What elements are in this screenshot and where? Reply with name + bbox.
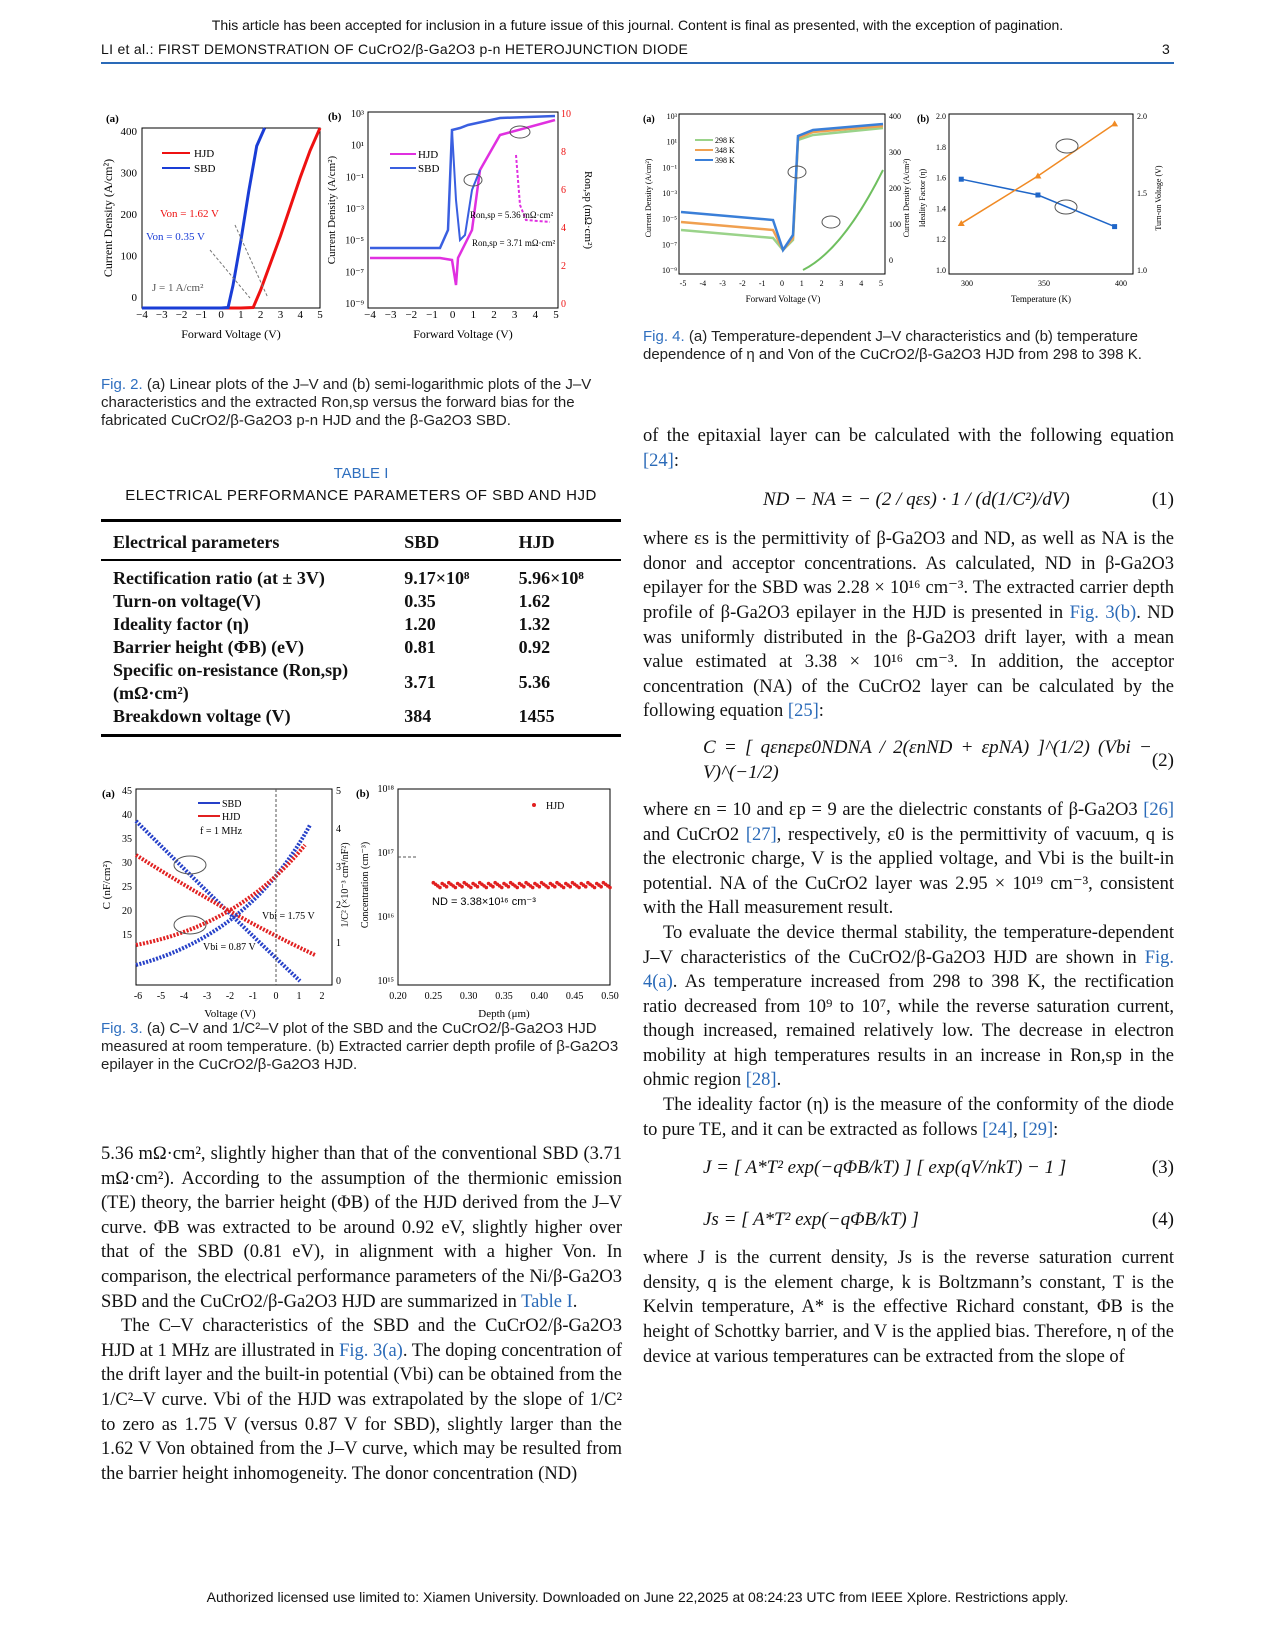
fig2b-y2tick: 8	[561, 147, 566, 158]
fig3b-data-point	[515, 886, 519, 890]
fig3b-ylabel: Concentration (cm⁻³)	[360, 841, 371, 929]
fig3a-ytick: 30	[122, 858, 132, 869]
header-rule	[101, 62, 1174, 64]
fig3b-ytick: 10¹⁶	[377, 912, 394, 923]
fig3b-data-point	[584, 885, 588, 889]
fig3a-y2tick: 4	[336, 824, 341, 835]
fig2a-annot-line-2	[210, 250, 250, 298]
fig4b-y2tick: 2.0	[1137, 112, 1147, 121]
fig2b-y2tick: 4	[561, 223, 566, 234]
equation-3-body: J = [ A*T² exp(−qΦB/kT) ] [ exp(qV/nkT) − 1 ]	[703, 1156, 1067, 1178]
ref-link[interactable]: [27]	[745, 824, 777, 845]
equation-1	[643, 473, 1174, 527]
fig4b-data-point	[959, 177, 964, 182]
fig3b-xtick: 0.25	[424, 991, 443, 1002]
fig3b-xtick: 0.40	[530, 991, 549, 1002]
fig3b-data-point	[568, 885, 572, 889]
fig2b-y2tick: 6	[561, 185, 566, 196]
table-header-cell: Electrical parameters	[101, 522, 392, 560]
fig3b-data-point	[469, 886, 473, 890]
paragraph-text: The C–V characteristics of the SBD and the CuCrO2/β-Ga2O3 HJD at 1 MHz are illustrated in	[101, 1316, 622, 1361]
fig2b-xtick: 1	[470, 309, 477, 321]
fig3b-data-point	[438, 886, 442, 890]
fig3b-ytick: 10¹⁵	[377, 976, 394, 987]
table-cell: Breakdown voltage (V)	[113, 706, 291, 726]
fig3b-data-point	[507, 885, 511, 889]
fig2b-xtick: −1	[426, 309, 438, 321]
equation-3	[643, 1142, 1174, 1194]
fig3b-data-point	[454, 886, 458, 890]
fig4b-y2tick: 1.5	[1137, 189, 1147, 198]
table-cell: 9.17×10⁸	[404, 568, 470, 588]
fig4b-y2tick: 1.0	[1137, 266, 1147, 275]
paragraph-text: , respectively, ε0 is the permittivity of vacuum, q is the electronic charge, V is the applied voltage, and Vbi is the built-in potential. NA of the CuCrO2 layer was 2.95 × 10¹⁹ cm⁻³, consistent with the Hall measurement result.	[643, 824, 1174, 919]
fig3b-data-point	[577, 886, 581, 890]
fig3a-xtick: -5	[156, 991, 166, 1002]
fig2a-xtick: 5	[317, 309, 323, 321]
fig3a-ytick: 45	[122, 786, 132, 797]
fig4-caption-label: Fig. 4.	[643, 328, 685, 345]
fig4a-ytick: 10⁻⁹	[661, 266, 677, 275]
fig2b-hjd-curve	[370, 120, 555, 285]
equation-number: (4)	[1151, 1208, 1174, 1230]
equation-2	[643, 724, 1174, 798]
table-row	[101, 636, 621, 659]
fig2b-ytick: 10⁻⁷	[345, 267, 364, 279]
fig2a-ytick: 100	[120, 250, 137, 263]
fig4a-xtick: -5	[679, 279, 687, 288]
figure-2	[100, 110, 620, 350]
table-cell: 1.62	[518, 591, 551, 611]
paragraph-text: . As temperature increased from 298 to 398 K, the rectification ratio decreased from 10⁹ to 10⁷, while the reverse saturation current, though increased, remained relatively low. The decrease in electron mobility at high temperatures results in an increase in Ron,sp in the ohmic region	[643, 972, 1174, 1091]
fig2b-xtick: 3	[511, 309, 518, 321]
fig3b-data-point	[460, 885, 464, 889]
table-cell: 0.81	[404, 637, 436, 657]
table-cell: Rectification ratio (at ± 3V)	[113, 568, 325, 588]
fig2a-xtick: −1	[195, 309, 208, 321]
fig4a-xtick: -4	[699, 279, 707, 288]
fig4b-xlabel: Temperature (K)	[1010, 294, 1072, 304]
fig3b-data-point	[593, 886, 597, 890]
paragraph-text: To evaluate the device thermal stability, the temperature-dependent J–V characteristics of the CuCrO2/β-Ga2O3 HJD are shown in	[643, 922, 1174, 968]
fig3b-data-point	[538, 885, 542, 889]
ref-link[interactable]: Fig. 3(a)	[339, 1340, 403, 1361]
fig3b-data-point	[562, 886, 566, 890]
equation-2-body: C = [ qεnεpε0NDNA / 2(εnND + εpNA) ]^(1/2) (Vbi − V)^(−1/2)	[703, 737, 1152, 783]
table-cell: 1.32	[518, 614, 551, 634]
fig3b-data-point	[608, 886, 612, 890]
fig3b-xtick: 0.50	[601, 991, 619, 1002]
fig4a-xtick: 3	[839, 279, 844, 288]
fig3b-data-point	[546, 886, 550, 890]
fig2b-y2tick: 2	[561, 261, 566, 272]
fig3a-xtick: -2	[225, 991, 235, 1002]
fig3a-y2label: 1/C² (×10⁻³ cm⁴/nF²)	[340, 842, 351, 928]
fig2a-ytick: 300	[120, 167, 137, 180]
fig2a-xtick: −3	[155, 309, 168, 321]
equation-4-body: Js = [ A*T² exp(−qΦB/kT) ]	[703, 1208, 919, 1230]
equation-1-body: ND − NA = − (2 / qεs) · 1 / (d(1/C²)/dV)	[763, 488, 1070, 510]
paragraph-text: where εn = 10 and εp = 9 are the dielectric constants of β-Ga2O3	[643, 799, 1138, 820]
fig2a-ytick: 400	[120, 126, 137, 138]
fig3b-data-point	[522, 885, 526, 889]
fig2b-ytick: 10⁻⁹	[345, 299, 364, 310]
fig2a-ytick: 0	[131, 292, 137, 304]
fig4b-xtick: 350	[1038, 279, 1050, 288]
ref-link[interactable]: [25]	[787, 701, 819, 722]
table-header-cell: SBD	[392, 522, 506, 560]
figure-4	[643, 110, 1175, 310]
fig3b-data-point	[553, 885, 557, 889]
fig2b-xtick: 2	[491, 309, 497, 321]
fig2b-legend-hjd: HJD	[418, 149, 439, 161]
fig2b-ytick: 10⁻³	[345, 204, 364, 215]
fig3a-xtick: 1	[296, 991, 302, 1002]
fig4a-y2tick: 300	[889, 148, 901, 157]
ref-link[interactable]: [24]	[982, 1119, 1014, 1140]
table-header-row	[101, 522, 621, 560]
paragraph-text: . ND was uniformly distributed in the β-Ga2O3 drift layer, with a mean value estimated at 3.38 × 10¹⁶ cm⁻³. In addition, the acceptor concentration (NA) of the CuCrO2 layer can be calculated by the following equation	[643, 602, 1175, 722]
fig4a-y2tick: 0	[889, 256, 893, 265]
fig3b-data-point	[599, 885, 603, 889]
fig4a-ytick: 10⁻¹	[662, 163, 677, 173]
fig3b-ytick: 10¹⁷	[377, 848, 394, 859]
paragraph-text: where εs is the permittivity of β-Ga2O3 and ND, as well as NA is the donor and acceptor concentrations. As calculated, ND in β-Ga2O3 epilayer for the SBD was 2.28 × 10¹⁶ cm⁻³. The extracted carrier depth profile of β-Ga2O3 epilayer in the HJD is presented in	[643, 529, 1174, 623]
fig3a-xtick: -6	[133, 991, 143, 1002]
fig4b-xtick: 400	[1115, 279, 1127, 288]
fig2b-y2tick: 0	[561, 299, 566, 310]
table-row	[101, 705, 621, 734]
table-cell: 3.71	[404, 671, 436, 692]
fig4b-ylabel: Ideality Factor (η)	[918, 168, 927, 228]
figure-3	[100, 785, 620, 1025]
fig4a-ytick: 10³	[666, 112, 677, 121]
fig4a-xtick: 1	[799, 279, 804, 288]
table-row	[101, 613, 621, 636]
fig2a-panel-label: (a)	[106, 113, 119, 125]
fig4b-data-point	[958, 220, 965, 226]
table-cell: 5.96×10⁸	[518, 568, 584, 588]
fig2b-legend-sbd: SBD	[418, 163, 440, 175]
fig3b-xtick: 0.45	[565, 991, 584, 1002]
fig3-caption	[101, 1020, 621, 1074]
fig2b-panel-label: (b)	[328, 111, 342, 123]
paragraph	[101, 1314, 622, 1486]
fig2a-ref-line-label: J = 1 A/cm²	[152, 282, 204, 294]
page-number: 3	[1162, 41, 1170, 57]
fig2b-ylabel: Current Density (A/cm²)	[326, 155, 338, 265]
fig3a-ytick: 35	[122, 834, 132, 845]
fig2a-xlabel: Forward Voltage (V)	[181, 327, 281, 341]
fig2b-xlabel: Forward Voltage (V)	[413, 327, 513, 341]
fig4b-series-line	[961, 179, 1114, 226]
fig4a-linear-curve	[803, 170, 883, 270]
fig3a-xtick: 0	[273, 991, 279, 1002]
fig2b-ytick: 10⁻¹	[345, 172, 364, 184]
table-cell: 0.35	[404, 591, 436, 611]
ref-link[interactable]: Fig. 3(b)	[1069, 602, 1137, 623]
fig2b-ron-hjd: Ron,sp = 5.36 mΩ·cm²	[470, 210, 554, 220]
fig4a-ytick: 10¹	[666, 137, 677, 147]
paragraph: To evaluate the device thermal stability, the temperature-dependent J–V characteristics of the CuCrO2/β-Ga2O3 HJD are shown in Fig. 4(a). As temperature increased from 298 to 398 K, the rectification ratio decreased from 10⁹ to 10⁷, while the reverse saturation current, though increased, remained relatively low. The decrease in electron mobility at high temperatures results in an increase in Ron,sp in the ohmic region [28].	[643, 922, 1174, 1091]
fig2b-xtick: −2	[405, 309, 418, 321]
fig3a-vbi-sbd: Vbi = 0.87 V	[203, 942, 256, 953]
fig3a-legend-hjd: HJD	[222, 812, 241, 823]
equation-number: (3)	[1151, 1156, 1174, 1178]
fig4b-data-point	[1034, 173, 1041, 179]
fig3a-legend-sbd: SBD	[222, 799, 242, 810]
ref-link[interactable]: [24]	[643, 450, 674, 471]
equation-4	[643, 1194, 1174, 1246]
left-column-text	[101, 1142, 622, 1486]
fig4a-y2label: Current Density (A/cm²)	[902, 158, 911, 238]
fig2b-xtick: 4	[532, 309, 539, 321]
fig3a-hjd-invc2-curve	[136, 845, 305, 945]
table1-caption: ELECTRICAL PERFORMANCE PARAMETERS OF SBD AND HJD	[125, 487, 597, 504]
paragraph: where εs is the permittivity of β-Ga2O3 and ND, as well as NA is the donor and acceptor concentrations. As calculated, ND in β-Ga2O3 epilayer for the SBD was 2.28 × 10¹⁶ cm⁻³. The extracted carrier depth profile of β-Ga2O3 epilayer in the HJD is presented in Fig. 3(b). ND was uniformly distributed in the β-Ga2O3 drift layer, with a mean value estimated at 3.38 × 10¹⁶ cm⁻³. In addition, the acceptor concentration (NA) of the CuCrO2 layer can be calculated by the following equation [25]:	[643, 529, 1175, 722]
fig4a-ytick: 10⁻³	[662, 189, 677, 198]
paragraph-text: 5.36 mΩ·cm², slightly higher than that of the conventional SBD (3.71 mΩ·cm²). According to the assumption of the thermionic emission (TE) theory, the barrier height (ΦB) of the HJD derived from the J–V curve. ΦB was extracted to be around 0.92 eV, slightly higher over that of the SBD (0.81 eV), in alignment with a higher Von. In comparison, the electrical performance parameters of the Ni/β-Ga2O3 SBD and the CuCrO2/β-Ga2O3 HJD are summarized in	[101, 1144, 622, 1312]
table-cell: 0.92	[518, 637, 551, 657]
fig4-caption-text: (a) Temperature-dependent J–V characteristics and (b) temperature dependence of η and Von of the CuCrO2/β-Ga2O3 HJD from 298 to 398 K.	[643, 328, 1142, 363]
fig4a-legend-398: 398 K	[715, 156, 735, 165]
fig3a-panel-label: (a)	[102, 788, 115, 800]
fig4b-axes	[949, 114, 1133, 274]
fig3b-xtick: 0.30	[459, 991, 478, 1002]
fig2a-xtick: 1	[238, 309, 244, 321]
fig4b-ytick: 1.8	[936, 142, 946, 152]
fig3b-data-point	[445, 885, 449, 889]
table-row	[101, 560, 621, 590]
fig2b-xtick: −3	[384, 309, 397, 321]
fig4b-panel-label: (b)	[917, 114, 930, 125]
fig4a-xtick: -2	[739, 279, 746, 288]
fig3a-hjd-c-curve	[136, 855, 315, 955]
fig2b-sbd-ron-curve	[452, 130, 480, 240]
fig2a-xtick: 3	[277, 309, 284, 321]
fig4a-legend-348: 348 K	[715, 146, 735, 155]
table-row	[101, 659, 621, 705]
fig3-caption-label: Fig. 3.	[101, 1020, 143, 1037]
fig3a-ytick: 25	[122, 882, 132, 893]
paragraph: of the epitaxial layer can be calculated with the following equation [24]:	[643, 426, 1174, 471]
ref-link[interactable]: Fig. 4(a)	[643, 947, 1174, 993]
table-row	[101, 590, 621, 613]
paragraph: where J is the current density, Js is the reverse saturation current density, q is the element charge, k is Boltzmann’s constant, T is the Kelvin temperature, A* is the effective Richard constant, ΦB is the height of Schottky barrier, and V is the applied bias. Therefore, η of the device at various temperatures can be extracted from the slope of	[643, 1248, 1174, 1367]
fig4a-ylabel: Current Density (A/cm²)	[644, 158, 653, 238]
fig2a-legend-sbd: SBD	[194, 163, 216, 175]
fig2b-y2label: Ron,sp (mΩ·cm²)	[582, 170, 594, 250]
ref-link[interactable]: [29]	[1022, 1119, 1054, 1140]
fig4b-data-point	[1035, 193, 1040, 198]
fig4a-ytick: 10⁻⁵	[661, 214, 677, 224]
fig4b-xtick: 300	[961, 279, 973, 288]
table-cell: Ideality factor (η)	[113, 614, 249, 634]
fig2a-legend-hjd: HJD	[194, 148, 215, 160]
fig3a-ytick: 20	[122, 906, 132, 917]
table-cell: Turn-on voltage(V)	[113, 591, 261, 611]
fig3a-y2tick: 0	[336, 976, 341, 987]
fig3a-ylabel: C (nF/cm²)	[101, 860, 113, 910]
fig3a-xtick: 2	[319, 991, 325, 1002]
fig3b-panel-label: (b)	[356, 788, 370, 800]
footer-note: Authorized licensed use limited to: Xiamen University. Downloaded on June 22,2025 at 08:24:23 UTC from IEEE Xplore. Restrictions apply.	[206, 1589, 1069, 1605]
fig2-caption-label: Fig. 2.	[101, 376, 143, 393]
fig2b-xtick: 0	[449, 309, 456, 321]
fig3a-xtick: -1	[248, 991, 258, 1002]
fig2a-xtick: −4	[136, 309, 148, 321]
fig3a-y2tick: 1	[336, 938, 341, 949]
paragraph: 5.36 mΩ·cm², slightly higher than that of the conventional SBD (3.71 mΩ·cm²). According to the assumption of the thermionic emission (TE) theory, the barrier height (ΦB) of the HJD derived from the J–V curve. ΦB was extracted to be around 0.92 eV, slightly higher over that of the SBD (0.81 eV), in alignment with a higher Von. In comparison, the electrical performance parameters of the Ni/β-Ga2O3 SBD and the CuCrO2/β-Ga2O3 HJD are summarized in Table I.	[101, 1144, 622, 1312]
fig3a-vbi-hjd: Vbi = 1.75 V	[262, 911, 315, 922]
fig3b-xtick: 0.20	[389, 991, 407, 1002]
fig4a-y2tick: 100	[889, 220, 901, 229]
fig4b-ytick: 1.0	[936, 266, 946, 275]
fig2a-von-sbd: Von = 0.35 V	[146, 231, 205, 243]
fig2-caption	[101, 376, 621, 430]
fig4b-ytick: 2.0	[936, 112, 946, 121]
fig3a-y2tick: 2	[336, 900, 341, 911]
fig4a-legend-298: 298 K	[715, 136, 735, 145]
fig3a-xtick: -4	[179, 991, 189, 1002]
fig2b-ytick: 10⁻⁵	[345, 235, 364, 247]
fig4a-xtick: -3	[719, 279, 726, 288]
fig3b-data-point	[500, 886, 504, 890]
fig3b-xtick: 0.35	[495, 991, 513, 1002]
fig2a-von-hjd: Von = 1.62 V	[160, 208, 219, 220]
ref-link[interactable]: [26]	[1143, 799, 1175, 820]
top-notice: This article has been accepted for inclusion in a future issue of this journal. Content is final as presented, with the exception of pagination.	[211, 17, 1064, 33]
fig4b-ytick: 1.6	[936, 173, 946, 183]
table-cell: 5.36	[518, 671, 551, 692]
fig2b-y2tick: 10	[561, 110, 571, 120]
paragraph-text: . The doping concentration of the drift layer and the built-in potential (Vbi) can be obtained from the 1/C²–V curve. Vbi of the HJD was extrapolated by the slope of 1/C² to zero as 1.75 V (versus 0.87 V for SBD), slightly larger than the 1.62 V Von obtained from the J–V curve, which may be resulted from the barrier height inhomogeneity. The donor concentration (ND)	[101, 1340, 622, 1484]
fig4a-298k-curve	[681, 128, 883, 250]
table-cell: Barrier height (ΦB) (eV)	[113, 637, 305, 657]
fig3a-y2tick: 5	[336, 786, 341, 797]
paragraph-text: The ideality factor (η) is the measure of the conformity of the diode to pure TE, and it can be extracted as follows	[643, 1095, 1174, 1140]
paragraph: The ideality factor (η) is the measure of the conformity of the diode to pure TE, and it can be extracted as follows [24], [29]:	[643, 1095, 1174, 1140]
fig4a-xtick: 0	[780, 279, 784, 288]
table-cell: 1.20	[404, 614, 436, 634]
fig2a-xtick: −2	[175, 309, 188, 321]
fig3b-legend: HJD	[546, 801, 565, 812]
fig4b-annot-circle-1	[1056, 139, 1078, 153]
fig4a-xtick: 4	[859, 279, 864, 288]
table-header-cell: HJD	[507, 522, 621, 560]
fig3a-ytick: 15	[122, 930, 132, 941]
fig3b-data-point	[485, 886, 489, 890]
paragraph-text: and CuCrO2	[643, 824, 740, 845]
fig2b-ytick: 10¹	[351, 140, 364, 152]
fig3a-y2tick: 3	[336, 862, 341, 873]
fig4a-y2tick: 400	[889, 112, 901, 121]
fig2b-ron-sbd: Ron,sp = 3.71 mΩ·cm²	[472, 238, 556, 248]
paragraph-text: of the epitaxial layer can be calculated with the following equation	[643, 426, 1174, 446]
fig2b-xtick: −4	[364, 309, 376, 321]
fig4a-annot-circle-2	[822, 216, 840, 228]
fig4b-data-point	[1111, 120, 1118, 126]
fig4a-ytick: 10⁻⁷	[661, 240, 677, 250]
fig2b-ytick: 10³	[351, 110, 364, 120]
fig4a-y2tick: 200	[889, 184, 901, 193]
fig4a-398k-curve	[681, 124, 883, 250]
fig4-caption	[643, 328, 1174, 364]
fig2a-ylabel: Current Density (A/cm²)	[101, 158, 115, 278]
right-column-text	[643, 424, 1174, 1369]
fig2b-xtick: 5	[553, 309, 559, 321]
fig3b-legend-marker	[532, 803, 536, 807]
table-cell: 384	[404, 706, 432, 726]
fig3b-xlabel: Depth (μm)	[478, 1008, 530, 1020]
fig3-caption-text: (a) C–V and 1/C²–V plot of the SBD and the CuCrO2/β-Ga2O3 HJD measured at room temperature. (b) Extracted carrier depth profile of β-Ga2O3 epilayer in the CuCrO2/β-Ga2O3 HJD.	[101, 1020, 619, 1073]
fig3b-data-point	[476, 885, 480, 889]
fig3a-xtick: -3	[202, 991, 212, 1002]
ref-link[interactable]: Table I	[521, 1291, 573, 1312]
table-cell: Specific on-resistance (Ron,sp) (mΩ·cm²)	[113, 660, 349, 703]
fig3b-data-point	[491, 885, 495, 889]
fig3b-ytick: 10¹⁸	[377, 785, 394, 795]
table1-title: TABLE I	[333, 465, 389, 482]
equation-number: (1)	[1151, 488, 1174, 510]
fig2-caption-text: (a) Linear plots of the J–V and (b) semi-logarithmic plots of the J–V characteristics and the extracted Ron,sp versus the forward bias for the fabricated CuCrO2/β-Ga2O3 p-n HJD and the β-Ga2O3 SBD.	[101, 376, 592, 429]
table-cell: 1455	[518, 706, 555, 726]
fig2a-xtick: 2	[257, 309, 264, 321]
ref-link[interactable]: [28]	[745, 1070, 777, 1091]
fig3b-data-point	[531, 886, 535, 890]
fig3a-freq: f = 1 MHz	[200, 826, 243, 837]
fig4a-xtick: -1	[758, 279, 766, 288]
fig2a-xtick: 0	[218, 309, 224, 321]
fig4b-ytick: 1.4	[936, 204, 946, 214]
fig4a-xtick: 5	[879, 279, 883, 288]
paragraph	[643, 798, 1174, 921]
fig3a-ytick: 40	[122, 810, 132, 821]
fig2a-ytick: 200	[120, 209, 137, 221]
running-head: LI et al.: FIRST DEMONSTRATION OF CuCrO2/β-Ga2O3 p-n HETEROJUNCTION DIODE	[101, 41, 689, 57]
fig2a-xtick: 4	[297, 309, 303, 321]
fig4a-panel-label: (a)	[643, 114, 655, 125]
fig3a-xlabel: Voltage (V)	[204, 1008, 256, 1020]
table1	[101, 519, 621, 737]
fig4b-y2label: Turn-on Voltage (V)	[1154, 165, 1163, 231]
fig4a-xtick: 2	[819, 279, 824, 288]
fig4b-data-point	[1112, 224, 1117, 229]
fig4b-ytick: 1.2	[936, 235, 946, 245]
fig3b-nd: ND = 3.38×10¹⁶ cm⁻³	[432, 896, 536, 908]
fig4a-xlabel: Forward Voltage (V)	[745, 294, 821, 304]
equation-number: (2)	[1151, 749, 1174, 771]
